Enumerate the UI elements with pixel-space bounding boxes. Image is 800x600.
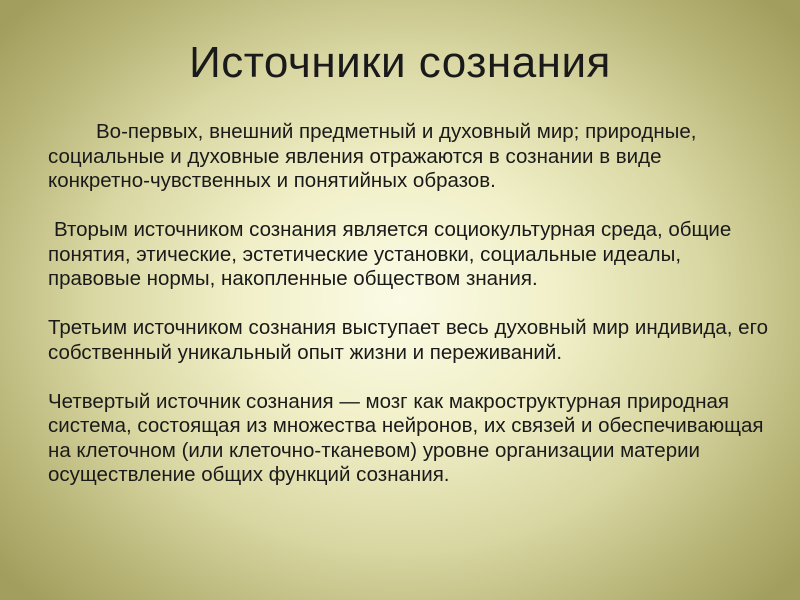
- paragraph-second-source: Вторым источником сознания является социокультурная среда, общие понятия, этические, эстетические установки, социальные идеалы, правовые нормы, накопленные обществом знания.: [48, 218, 732, 290]
- paragraph-first-source: Во-первых, внешний предметный и духовный мир; природные, социальные и духовные явления отражаются в сознании в виде конкретно-чувственных и понятийных образов.: [48, 120, 697, 192]
- paragraph-third-source: Третьим источником сознания выступает весь духовный мир индивида, его собственный уникальный опыт жизни и переживаний.: [48, 316, 769, 364]
- slide-body: [48, 120, 768, 512]
- slide-title: Источники сознания: [189, 38, 611, 87]
- paragraph-fourth-source: Четвертый источник сознания — мозг как макроструктурная природная система, состоящая из множества нейронов, их связей и обеспечивающая на клеточном (или клеточно-тканевом) уровне организации материи осуществление общих функций сознания.: [48, 389, 764, 486]
